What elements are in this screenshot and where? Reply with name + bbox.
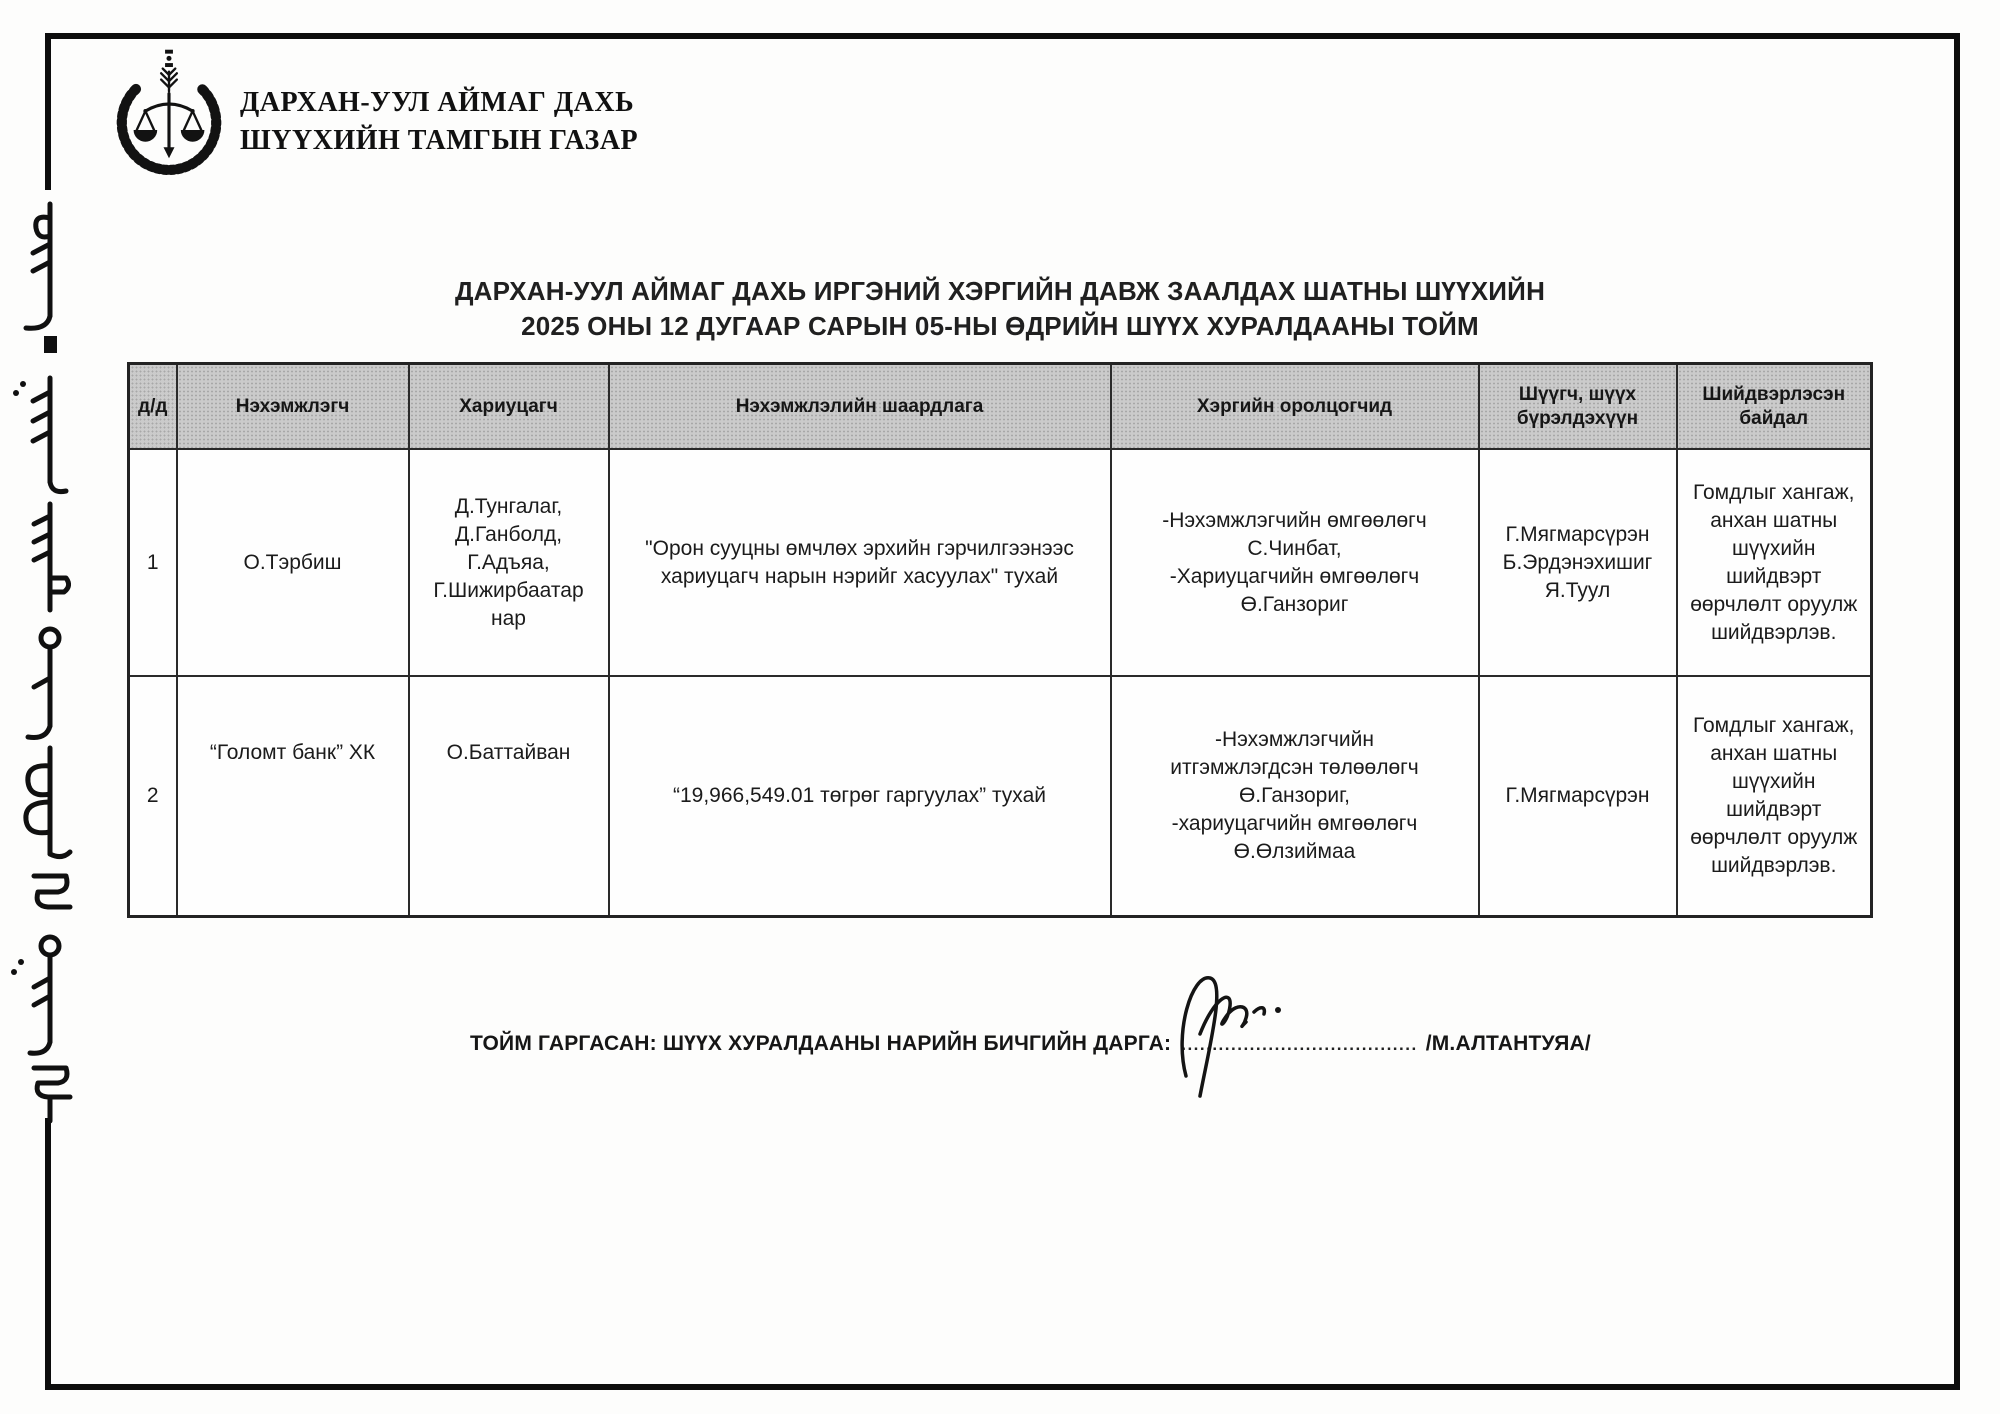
- column-header-1: Нэхэмжлэгч: [177, 364, 409, 450]
- cell-num: 2: [129, 676, 177, 916]
- page-border-right: [1954, 33, 1960, 1390]
- column-header-0: д/д: [129, 364, 177, 450]
- signatory-name: /М.АЛТАНТУЯА/: [1425, 1032, 1591, 1055]
- document-title: [0, 274, 2000, 344]
- cell-plaintiff: О.Тэрбиш: [177, 449, 409, 676]
- page-border-bottom: [45, 1384, 1960, 1390]
- table-row: [129, 449, 1872, 676]
- column-header-5: Шүүгч, шүүх бүрэлдэхүүн: [1479, 364, 1677, 450]
- page-border-left-lower: [45, 1118, 51, 1390]
- summary-table-body: [129, 449, 1872, 916]
- cell-plaintiff: “Голомт банк” ХК: [177, 676, 409, 916]
- signature-dotted-line: ......................................: [1181, 1035, 1418, 1054]
- table-row: [129, 676, 1872, 916]
- column-header-3: Нэхэмжлэлийн шаардлага: [609, 364, 1111, 450]
- cell-claim: “19,966,549.01 төгрөг гаргуулах” тухай: [609, 676, 1111, 916]
- cell-decision: Гомдлыг хангаж, анхан шатны шүүхийн шийдвэрт өөрчлөлт оруулж шийдвэрлэв.: [1677, 676, 1872, 916]
- cell-defendant: О.Баттайван: [409, 676, 609, 916]
- title-line2: 2025 ОНЫ 12 ДУГААР САРЫН 05-НЫ ӨДРИЙН ШҮҮХ ХУРАЛДААНЫ ТОЙМ: [521, 311, 1479, 341]
- page-border-top: [45, 33, 1960, 39]
- signature-label: ТОЙМ ГАРГАСАН: ШҮҮХ ХУРАЛДААНЫ НАРИЙН БИЧГИЙН ДАРГА:: [470, 1032, 1172, 1055]
- cell-participants: -Нэхэмжлэгчийн итгэмжлэгдсэн төлөөлөгч Ө.Ганзориг, -хариуцагчийн өмгөөлөгч Ө.Өлзиймаа: [1111, 676, 1479, 916]
- column-header-4: Хэргийн оролцогчид: [1111, 364, 1479, 450]
- footer-signature-line: [470, 1032, 1591, 1056]
- org-name-line1: ДАРХАН-УУЛ АЙМАГ ДАХЬ: [240, 87, 635, 118]
- cell-judges: Г.Мягмарсүрэн: [1479, 676, 1677, 916]
- court-logo-scales-icon: [110, 48, 228, 182]
- cell-decision: Гомдлыг хангаж, анхан шатны шүүхийн шийдвэрт өөрчлөлт оруулж шийдвэрлэв.: [1677, 449, 1872, 676]
- page-border-left-upper: [45, 33, 51, 190]
- table-header-row: [129, 364, 1872, 450]
- cell-claim: "Орон сууцны өмчлөх эрхийн гэрчилгээнээс хариуцагч нарын нэрийг хасуулах" тухай: [609, 449, 1111, 676]
- handwritten-signature: [1148, 948, 1348, 1108]
- cell-num: 1: [129, 449, 177, 676]
- cell-participants: -Нэхэмжлэгчийн өмгөөлөгч С.Чинбат, -Хариуцагчийн өмгөөлөгч Ө.Ганзориг: [1111, 449, 1479, 676]
- column-header-2: Хариуцагч: [409, 364, 609, 450]
- column-header-6: Шийдвэрлэсэн байдал: [1677, 364, 1872, 450]
- org-name-line2: ШҮҮХИЙН ТАМГЫН ГАЗАР: [240, 125, 639, 156]
- cell-judges: Г.Мягмарсүрэн Б.Эрдэнэхишиг Я.Туул: [1479, 449, 1677, 676]
- cell-defendant: Д.Тунгалаг, Д.Ганболд, Г.Адъяа, Г.Шижирбаатар нар: [409, 449, 609, 676]
- title-line1: ДАРХАН-УУЛ АЙМАГ ДАХЬ ИРГЭНИЙ ХЭРГИЙН ДАВЖ ЗААЛДАХ ШАТНЫ ШҮҮХИЙН: [454, 276, 1546, 306]
- org-name: [240, 84, 638, 160]
- hearings-summary-table: [127, 362, 1873, 918]
